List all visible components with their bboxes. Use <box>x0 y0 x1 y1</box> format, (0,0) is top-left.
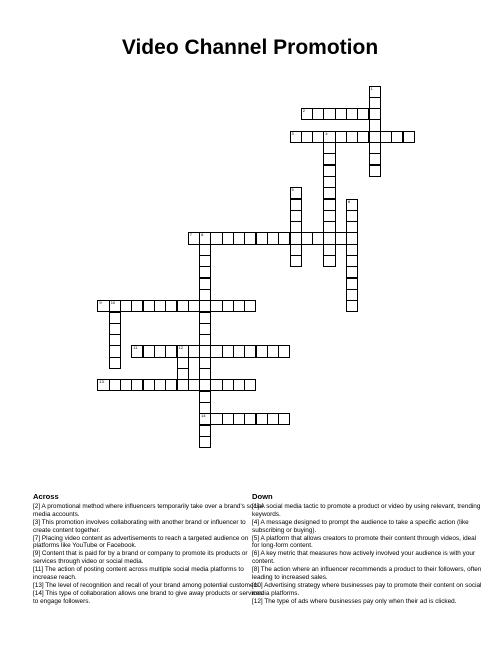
clue-number: 12 <box>178 345 183 351</box>
across-clue-3: [3] This promotion involves collaborating with another brand or influencer to create content together. <box>33 518 246 534</box>
grid-cell[interactable] <box>357 108 369 120</box>
clue-number: 4 <box>325 130 328 136</box>
clue-number: 10 <box>110 300 116 306</box>
grid-cell[interactable] <box>278 413 290 425</box>
grid-cell[interactable] <box>278 232 290 244</box>
clue-number: 13 <box>99 379 104 385</box>
clue-number: 5 <box>291 187 294 193</box>
clue-number: 3 <box>291 130 294 136</box>
clue-number: 1 <box>370 85 373 91</box>
down-clue-5: [5] A platform that allows creators to promote their content through videos, ideal for long-form content. <box>252 534 477 550</box>
down-clues <box>252 493 482 606</box>
across-clue-11: [11] The action of posting content across multiple social media platforms to increase reach. <box>33 566 244 582</box>
clue-number: 6 <box>348 198 351 204</box>
clue-number: 14 <box>201 413 206 419</box>
down-clue-8: [8] The action where an influencer recommends a product to their followers, often leading to increased sales. <box>252 566 482 582</box>
across-clue-9: [9] Content that is paid for by a brand or company to promote its products or services through video or social media. <box>33 550 248 566</box>
down-clue-4: [4] A message designed to prompt the audience to take a specific action (like subscribing or buying). <box>252 518 469 534</box>
grid-cell[interactable] <box>188 300 200 312</box>
grid-cell[interactable] <box>188 345 200 357</box>
grid-cell[interactable] <box>323 255 335 267</box>
grid-cell[interactable] <box>244 379 256 391</box>
grid-cell[interactable] <box>357 131 369 143</box>
across-clue-14: [14] This type of collaboration allows one brand to give away products or services to engage followers. <box>33 589 263 605</box>
down-clue-10: [10] Advertising strategy where businesses pay to promote their content on social media platforms. <box>252 581 482 597</box>
across-clue-7: [7] Placing video content as advertisements to reach a targeted audience on platforms like YouTube or Facebook. <box>33 534 249 550</box>
clue-number: 11 <box>133 345 138 351</box>
across-clue-13: [13] The level of recognition and recall of your brand among potential customers. <box>33 581 261 589</box>
down-clue-1: [1] A social media tactic to promote a product or video by using relevant, trending keywords. <box>252 502 481 518</box>
grid-cell[interactable] <box>188 379 200 391</box>
clue-number: 2 <box>302 108 306 114</box>
grid-cell[interactable] <box>278 345 290 357</box>
grid-cell[interactable] <box>369 165 381 177</box>
grid-cell[interactable] <box>290 255 302 267</box>
grid-cell[interactable] <box>403 131 415 143</box>
down-clue-6: [6] A key metric that measures how actively involved your audience is with your content. <box>252 550 476 566</box>
clue-number: 9 <box>99 300 102 306</box>
grid-cell[interactable] <box>244 300 256 312</box>
across-clue-2: [2] A promotional method where influencers temporarily take over a brand's social media accounts. <box>33 502 263 518</box>
across-clues <box>33 493 263 606</box>
clue-number: 8 <box>201 232 204 238</box>
grid-cell[interactable] <box>335 232 347 244</box>
down-heading: Down <box>252 492 273 501</box>
clue-number: 7 <box>189 232 193 238</box>
grid-cell[interactable] <box>199 436 211 448</box>
puzzle-title: Video Channel Promotion <box>121 36 379 59</box>
grid-cell[interactable] <box>312 232 324 244</box>
grid-cell[interactable] <box>346 300 358 312</box>
grid-cell[interactable] <box>109 357 121 369</box>
down-clue-12: [12] The type of ads where businesses pay only when their ad is clicked. <box>252 597 457 605</box>
across-heading: Across <box>33 492 59 501</box>
